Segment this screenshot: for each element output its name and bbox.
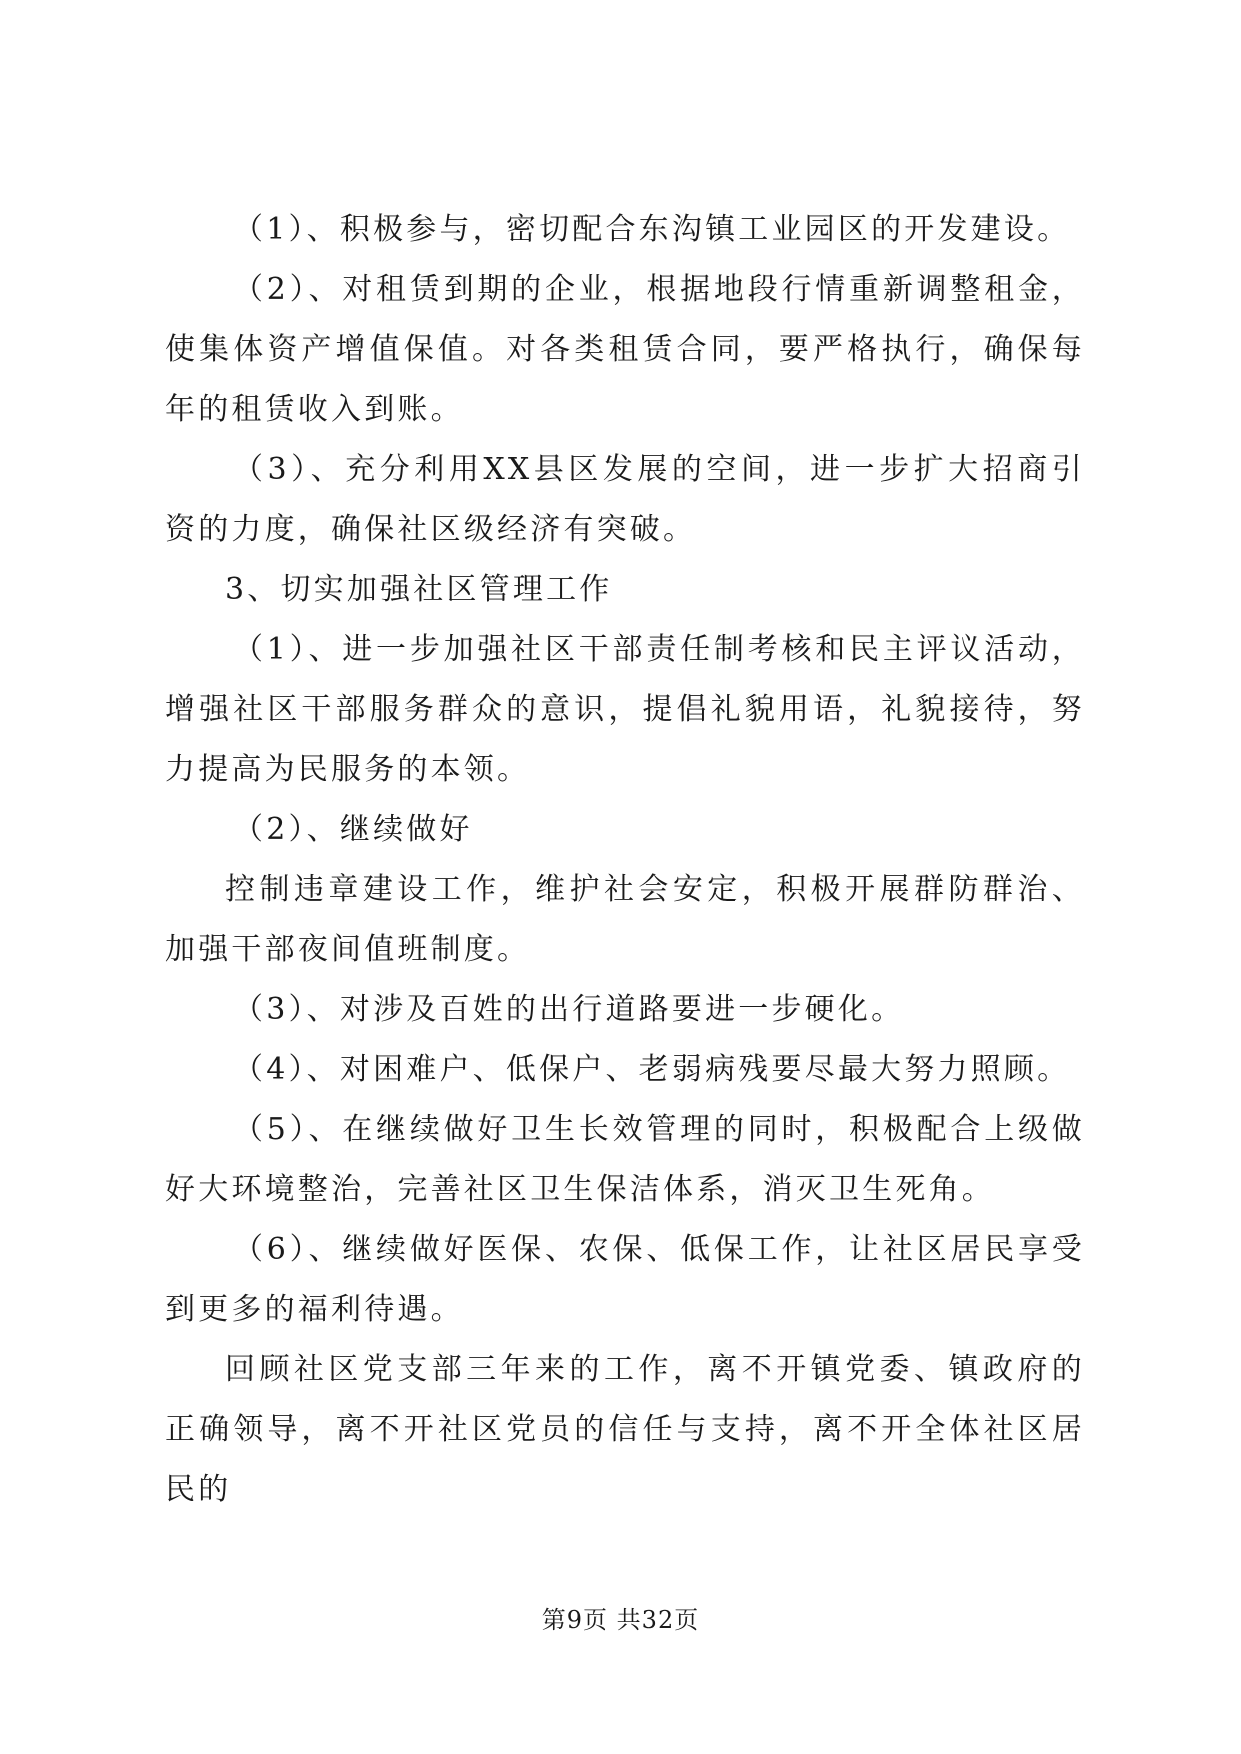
- paragraph-item-4: （4）、对困难户、低保户、老弱病残要尽最大努力照顾。: [233, 1052, 1071, 1087]
- paragraph-closing: 回顾社区党支部三年来的工作，离不开镇党委、镇政府的正确领导，离不开社区党员的信任与支持，离不开全体社区居民的: [165, 1352, 1085, 1507]
- paragraph-item-1: （1）、进一步加强社区干部责任制考核和民主评议活动，增强社区干部服务群众的意识，提倡礼貌用语，礼貌接待，努力提高为民服务的本领。: [165, 632, 1085, 787]
- paragraph-item-1: （1）、积极参与，密切配合东沟镇工业园区的开发建设。: [233, 212, 1071, 247]
- document-body: [165, 200, 1085, 1520]
- paragraph-continuation: 控制违章建设工作，维护社会安定，积极开展群防群治、加强干部夜间值班制度。: [165, 872, 1085, 967]
- paragraph-item-3: （3）、对涉及百姓的出行道路要进一步硬化。: [233, 992, 905, 1027]
- page-number-footer: 第9页 共32页: [541, 1606, 700, 1634]
- paragraph-item-3: （3）、充分利用XX县区发展的空间，进一步扩大招商引资的力度，确保社区级经济有突破。: [165, 452, 1085, 547]
- paragraph-item-6: （6）、继续做好医保、农保、低保工作，让社区居民享受到更多的福利待遇。: [165, 1232, 1085, 1327]
- paragraph-item-2: （2）、对租赁到期的企业，根据地段行情重新调整租金，使集体资产增值保值。对各类租赁合同，要严格执行，确保每年的租赁收入到账。: [165, 272, 1085, 427]
- section-heading: 3、切实加强社区管理工作: [225, 572, 613, 607]
- paragraph-item-2: （2）、继续做好: [233, 812, 473, 847]
- paragraph-item-5: （5）、在继续做好卫生长效管理的同时，积极配合上级做好大环境整治，完善社区卫生保洁体系，消灭卫生死角。: [165, 1112, 1085, 1207]
